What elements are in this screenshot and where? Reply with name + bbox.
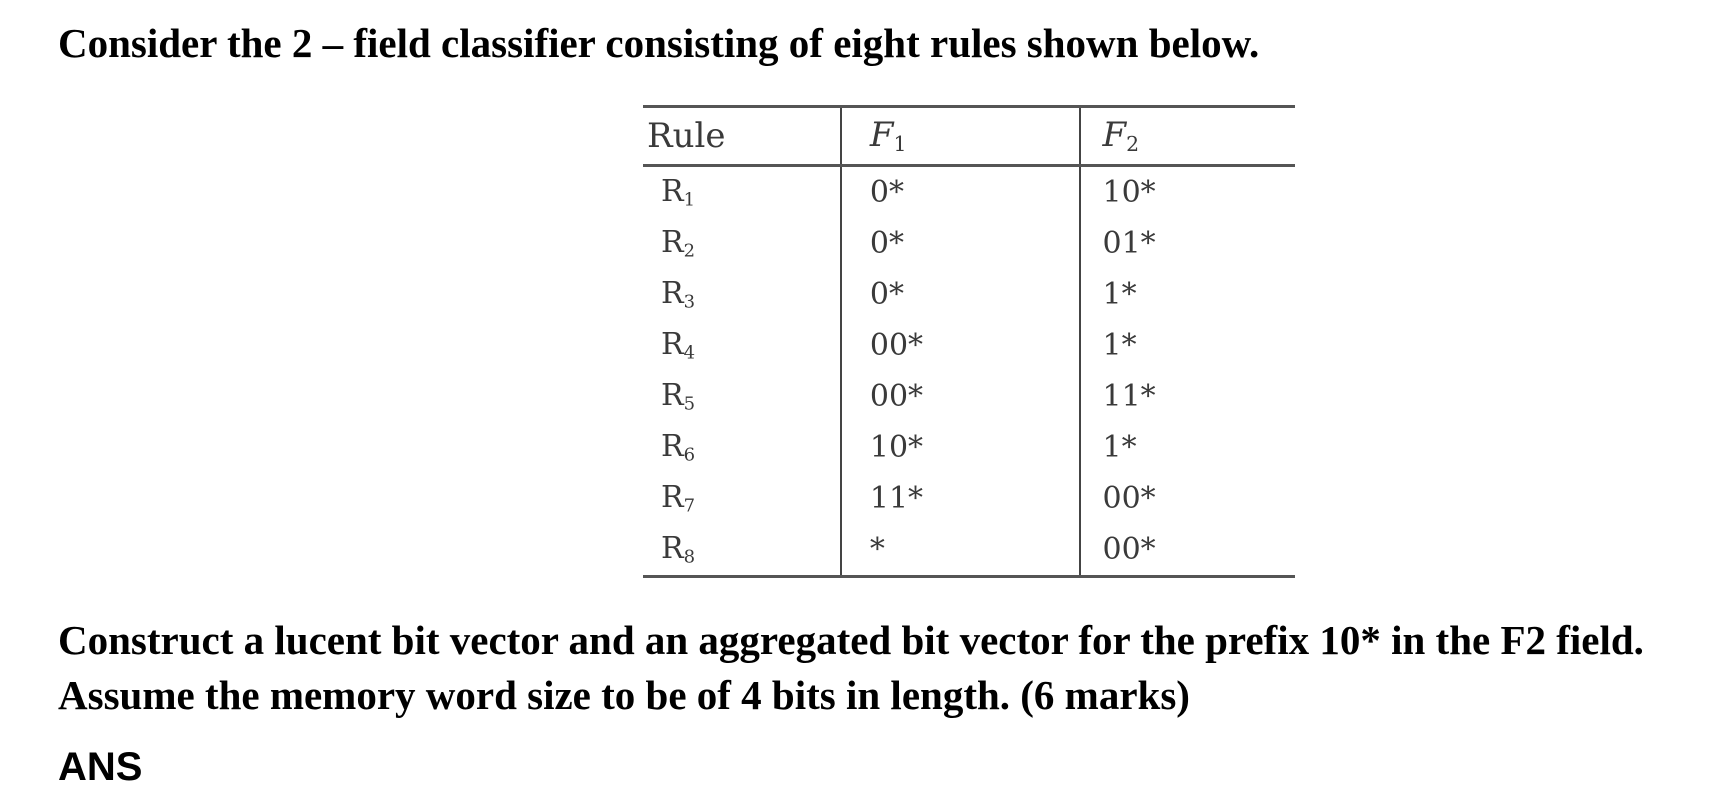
rule-subscript: 7 [683, 495, 696, 517]
header-rule: Rule [647, 116, 726, 156]
f1-cell: 0* [841, 269, 1080, 320]
rule-subscript: 5 [683, 393, 696, 415]
rule-subscript: 4 [683, 342, 696, 364]
table-row [643, 371, 1295, 422]
f1-cell: 0* [841, 218, 1080, 269]
rule-cell [643, 473, 841, 524]
f1-cell: 11* [841, 473, 1080, 524]
rule-cell [643, 218, 841, 269]
rule-cell [643, 269, 841, 320]
header-f2-subscript: 2 [1126, 132, 1140, 157]
f1-cell: * [841, 524, 1080, 577]
rule-cell [643, 371, 841, 422]
table-row [643, 166, 1295, 219]
f2-cell: 1* [1080, 269, 1296, 320]
f1-cell: 00* [841, 320, 1080, 371]
rule-cell [643, 320, 841, 371]
table-row [643, 422, 1295, 473]
f2-cell: 10* [1080, 166, 1296, 219]
rule-letter: R [661, 174, 684, 210]
rule-subscript: 2 [683, 240, 696, 262]
table-row [643, 524, 1295, 577]
f2-cell: 01* [1080, 218, 1296, 269]
rule-letter: R [661, 480, 684, 516]
question-body: Construct a lucent bit vector and an aggregated bit vector for the prefix 10* in the F2 field. Assume the memory word size to be of 4 bits in length. (6 marks) [58, 617, 1644, 718]
rule-letter: R [661, 378, 684, 414]
f2-cell: 00* [1080, 524, 1296, 577]
rule-subscript: 1 [683, 189, 696, 211]
rules-table [643, 105, 1295, 578]
question-title: Consider the 2 – field classifier consisting of eight rules shown below. [58, 20, 1260, 66]
f1-cell: 10* [841, 422, 1080, 473]
rule-cell [643, 524, 841, 577]
rule-letter: R [661, 225, 684, 261]
rule-cell [643, 166, 841, 219]
table-row [643, 269, 1295, 320]
answer-label: ANS [58, 745, 143, 789]
f2-cell: 11* [1080, 371, 1296, 422]
rule-letter: R [661, 327, 684, 363]
f1-cell: 00* [841, 371, 1080, 422]
f2-cell: 1* [1080, 320, 1296, 371]
header-f1-letter: F [869, 115, 894, 156]
f2-cell: 1* [1080, 422, 1296, 473]
f1-cell: 0* [841, 166, 1080, 219]
table-row [643, 320, 1295, 371]
rule-cell [643, 422, 841, 473]
rule-subscript: 6 [683, 444, 696, 466]
header-f2-letter: F [1102, 115, 1127, 156]
header-f1 [841, 107, 1080, 166]
table-row [643, 473, 1295, 524]
table-header-row [643, 107, 1295, 166]
rule-subscript: 3 [683, 291, 696, 313]
table-row [643, 218, 1295, 269]
header-f1-subscript: 1 [893, 132, 907, 157]
rule-letter: R [661, 531, 684, 567]
rule-letter: R [661, 276, 684, 312]
header-f2 [1080, 107, 1296, 166]
rule-letter: R [661, 429, 684, 465]
f2-cell: 00* [1080, 473, 1296, 524]
rule-subscript: 8 [683, 546, 696, 568]
